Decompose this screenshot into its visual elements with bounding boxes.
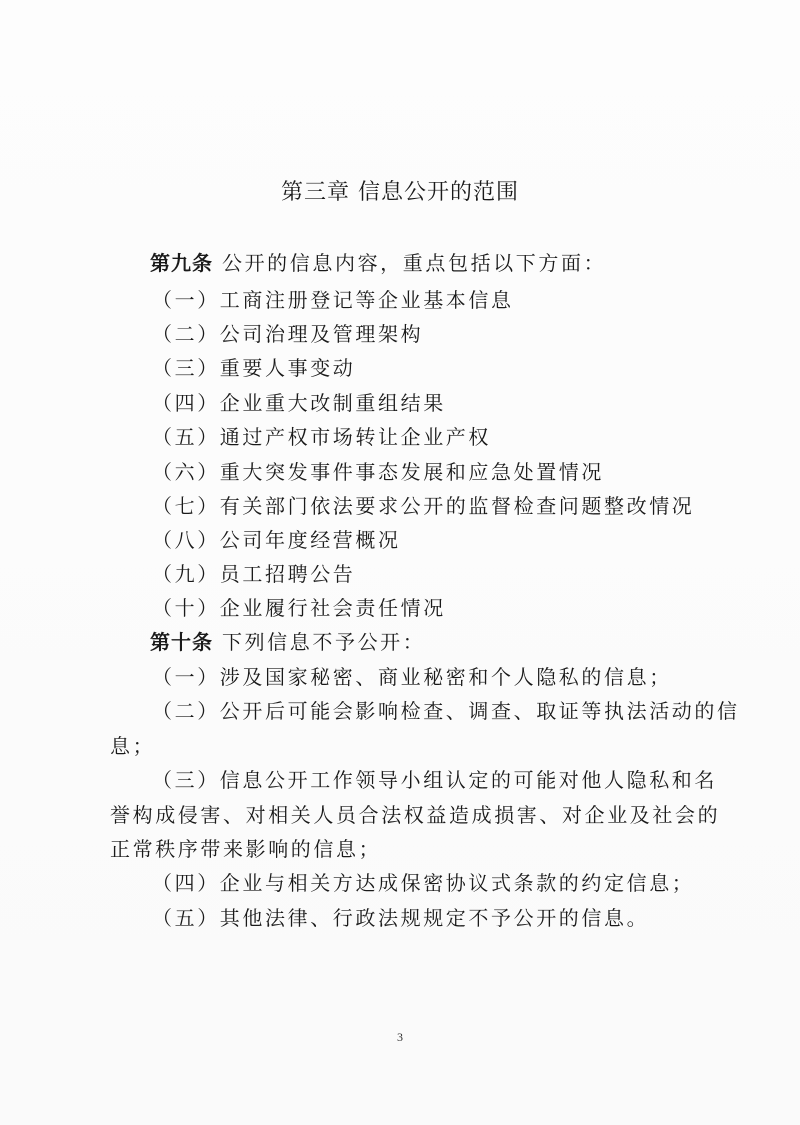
article-9-heading: 第九条 [150,251,213,275]
article-9-item: （五）通过产权市场转让企业产权 [152,425,491,449]
article-9-item: （十）企业履行社会责任情况 [152,596,446,620]
article-10-item-4: （四）企业与相关方达成保密协议式条款的约定信息； [152,871,695,895]
article-9-item: （四）企业重大改制重组结果 [152,391,446,415]
article-10-item-3-line-2: 誉构成侵害、对相关人员合法权益造成损害、对企业及社会的 [110,803,721,827]
chapter-title: 第三章 信息公开的范围 [281,180,519,205]
article-10-text: 下列信息不予公开： [221,630,426,654]
article-10-item-3-line-1: （三）信息公开工作领导小组认定的可能对他人隐私和名 [152,768,717,792]
article-9-line [150,247,606,276]
article-9-item: （九）员工招聘公告 [152,562,356,586]
article-10-item-3-line-3: 正常秩序带来影响的信息； [110,837,382,861]
article-9-item: （二）公司治理及管理架构 [152,322,424,346]
article-10-item-5: （五）其他法律、行政法规规定不予公开的信息。 [152,906,650,930]
article-10-item-2-line-2: 息； [110,734,156,758]
article-9-text: 公开的信息内容，重点包括以下方面： [221,251,607,275]
article-9-item: （三）重要人事变动 [152,356,356,380]
article-9-item: （七）有关部门依法要求公开的监督检查问题整改情况 [152,494,695,518]
article-10-item-2-line-1: （二）公开后可能会影响检查、调查、取证等执法活动的信 [152,699,740,723]
article-10-line [150,626,425,655]
article-9-item: （一）工商注册登记等企业基本信息 [152,288,514,312]
article-9-item: （六）重大突发事件事态发展和应急处置情况 [152,460,604,484]
article-9-item: （八）公司年度经营概况 [152,528,401,552]
page-number: 3 [397,1030,403,1044]
article-10-heading: 第十条 [150,630,213,654]
article-10-item-1: （一）涉及国家秘密、商业秘密和个人隐私的信息； [152,665,672,689]
